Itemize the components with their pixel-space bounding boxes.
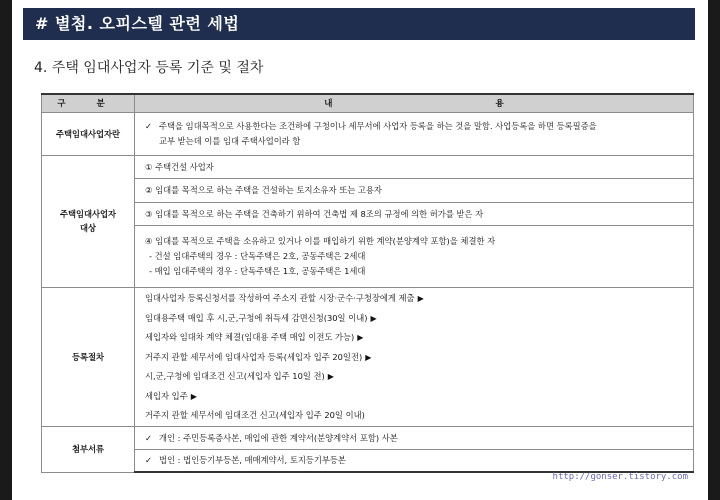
procedure-step: 세입자 입주 ▶ (145, 390, 197, 401)
definition-content: ✓ 주택을 임대목적으로 사용한다는 조건하에 구청이나 세무서에 사업자 등록을 하는 것을 말함. 사업등록을 하면 등록필증을 교부 받는데 이를 임대 주택사업이라 함 (135, 112, 694, 155)
arrow-right-icon: ▶ (327, 372, 334, 382)
procedure-step: 시,군,구청에 임대조건 신고(세입자 입주 10일 전) ▶ (145, 371, 334, 382)
documents-corporate: ✓ 법인 : 법인등기부등본, 매매계약서, 토지등기부등본 (135, 449, 694, 472)
arrow-right-icon: ▶ (370, 313, 377, 323)
procedure-step: 임대용주택 매입 후 시,군,구청에 취득세 감면신청(30일 이내) ▶ (145, 312, 377, 323)
target-item-4: ④ 임대를 목적으로 주택을 소유하고 있거나 이를 매입하기 위한 계약(분양계약 포함)을 체결한 자 - 건설 임대주택의 경우 : 단독주택은 2호, 공동주택은 2세대 - 매입 임대주택의 경우 : 단독주택은 1호, 공동주택은 1세대 (135, 226, 694, 287)
header-content: 내 용 (135, 94, 694, 112)
section-subtitle: 4. 주택 임대사업자 등록 기준 및 절차 (34, 60, 264, 76)
section-title-bar: # 별첨. 오피스텔 관련 세법 (23, 8, 695, 40)
procedure-label: 등록절차 (42, 287, 135, 427)
source-watermark: http://gonser.tistory.com (552, 472, 688, 482)
target-item-1: ① 주택건설 사업자 (135, 155, 694, 179)
procedure-step: 거주지 관할 세무서에 임대사업자 등록(세입자 입주 20일전) ▶ (145, 351, 372, 362)
target-item-2: ② 임대를 목적으로 하는 주택을 건설하는 토지소유자 또는 고용자 (135, 179, 694, 203)
documents-individual: ✓ 개인 : 주민등록증사본, 매입에 관한 계약서(분양계약서 포함) 사본 (135, 427, 694, 450)
documents-label: 첨부서류 (42, 427, 135, 472)
check-icon: ✓ (145, 432, 152, 443)
arrow-right-icon: ▶ (365, 352, 372, 362)
check-icon: ✓ (145, 454, 152, 465)
header-category: 구 분 (42, 94, 135, 112)
target-item-3: ③ 임대를 목적으로 하는 주택을 건축하기 위하여 건축법 제 8조의 규정에 의한 허가를 받은 자 (135, 202, 694, 226)
check-icon: ✓ (145, 120, 152, 131)
procedure-content (135, 287, 694, 427)
definition-label: 주택임대사업자란 (42, 112, 135, 155)
procedure-step: 세입자와 임대차 계약 체결(임대용 주택 매입 이전도 가능) ▶ (145, 332, 364, 343)
target-label: 주택임대사업자 대상 (42, 155, 135, 287)
arrow-right-icon: ▶ (190, 391, 197, 401)
procedure-step: 거주지 관할 세무서에 임대조건 신고(세입자 입주 20일 이내) (145, 410, 365, 421)
arrow-right-icon: ▶ (417, 294, 424, 304)
document-page (12, 0, 708, 500)
registration-table (41, 93, 694, 473)
procedure-step: 임대사업자 등록신청서를 작성하여 주소지 관할 시장·군수·구청장에게 제출 ▶ (145, 293, 424, 304)
arrow-right-icon: ▶ (357, 333, 364, 343)
